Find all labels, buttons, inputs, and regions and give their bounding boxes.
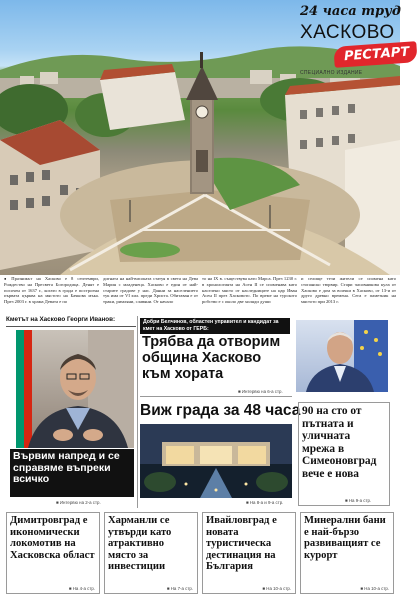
hero-photo <box>0 0 410 275</box>
governor-page-ref: ■ Интервю на 6-а стр. <box>238 389 283 394</box>
simeonovgrad-box <box>298 402 390 506</box>
city-title: ХАСКОВО <box>300 22 395 43</box>
governor-portrait <box>296 320 388 392</box>
teaser-box <box>202 512 296 594</box>
newspaper-brand: 24 часа труд <box>300 4 401 19</box>
edition-label: СПЕЦИАЛНО ИЗДАНИЕ <box>300 70 363 76</box>
bottom-teasers <box>6 512 394 594</box>
governor-heading: Добри Белчинов, областен управител и кандидат за кмет на Хасково от ГЕРБ: <box>140 318 290 334</box>
teaser-page-ref: ■ На 10-а стр. <box>262 586 291 591</box>
teaser-headline: Димитровград е икономически локомотив на Хасковска област <box>10 515 95 561</box>
city-48h-title: Виж града за 48 часа <box>140 402 301 419</box>
column-divider <box>137 316 138 508</box>
governor-headline: Трябва да отворим община Хасково към хората <box>142 334 281 382</box>
intro-column: и селище тези жители се спомена като стопанско тюрвир. Стари часовникова кула от Хасково е дом за всички в Хасково, от 13-и от друго древно времена. Сега е паметник на мястото при 2013 г. <box>301 276 396 305</box>
city-48h-page-ref: ■ На 8-а и 9-а стр. <box>246 500 284 505</box>
masthead <box>296 2 410 76</box>
section-divider <box>140 396 292 397</box>
teaser-page-ref: ■ На 10-а стр. <box>360 586 389 591</box>
governor-photo <box>296 320 388 392</box>
teaser-box <box>300 512 394 594</box>
mayor-page-ref: ■ Интервю на 2-а стр. <box>56 500 101 505</box>
night-building-illustration <box>140 424 292 498</box>
intro-column: то на IX в. съществува като Марса. През 1230 г. в хронологията на Асен II се споменава като населено място от наследниците на цар Иван Асен II през Хасковото. По време на турското робство е с около две хиляди души <box>202 276 297 305</box>
mayor-headline: Вървим напред и се справяме въпреки всичко <box>10 449 134 497</box>
teaser-headline: Ивайловград е новата туристическа дестинация на България <box>206 515 277 573</box>
mayor-photo <box>8 330 134 448</box>
restart-badge: РЕСТАРТ <box>333 41 418 68</box>
mayor-heading: Кметът на Хасково Георги Иванов: <box>6 316 136 327</box>
simeonovgrad-page-ref: ■ На 9-а стр. <box>345 498 372 503</box>
teaser-box <box>104 512 198 594</box>
teaser-headline: Минерални бани е най-бързо развиващият се курорт <box>304 515 386 561</box>
simeonovgrad-headline: 90 на сто от пътната и уличната мрежа в Симеоновград вече е нова <box>302 405 377 480</box>
intro-text <box>4 276 396 312</box>
teaser-headline: Харманли се утвърди като атрактивно място за инвестиции <box>108 515 172 573</box>
mayor-portrait <box>8 330 134 448</box>
teaser-box <box>6 512 100 594</box>
teaser-page-ref: ■ На 7-а стр. <box>166 586 193 591</box>
intro-column: дигната на най-високата статуя в света на Дева Мария с младенеца. Хасково е един от най-старите градове у нас. Данни за населението тук има от VI хил. преди Христа. Обитаван е от траки, римляни, славяни. От начало <box>103 276 198 305</box>
intro-column: ● Празникът на Хасково е 8 септември, Рождество на Пресвета Богородица. Денят е посочен от 1637 г., когато в града е построена първата църква на мястото на Бачкова мъка. През 2003 г. в храма Девата е по <box>4 276 99 312</box>
city-night-photo <box>140 424 292 498</box>
teaser-page-ref: ■ На 4-а стр. <box>68 586 95 591</box>
